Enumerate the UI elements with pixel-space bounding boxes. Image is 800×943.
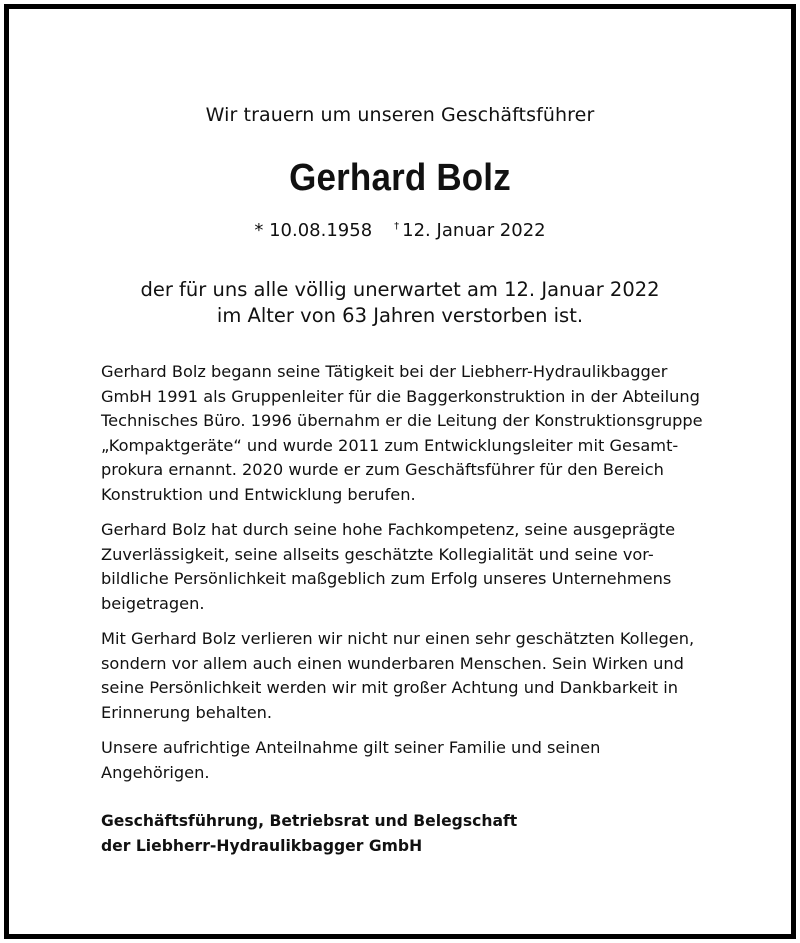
text-line: Mit Gerhard Bolz verlieren wir nicht nur einen sehr geschätzten Kollegen, [101, 629, 695, 648]
intro-line: Wir trauern um unseren Geschäftsführer [205, 104, 595, 126]
text-line: „Kompaktgeräte“ und wurde 2011 zum Entwicklungsleiter mit Gesamt- [101, 435, 679, 455]
signature-block [101, 809, 517, 858]
birth-date: * 10.08.1958 [254, 220, 373, 241]
text-line: GmbH 1991 als Gruppenleiter für die Baggerkonstruktion in der Abteilung [101, 386, 700, 406]
paragraph-tribute [101, 627, 741, 725]
text-line: Konstruktion und Entwicklung berufen. [101, 484, 416, 504]
text-line: Erinnerung behalten. [101, 702, 273, 722]
paragraph-career [101, 360, 741, 507]
death-statement [9, 277, 791, 329]
text-line: beigetragen. [101, 593, 205, 613]
paragraph-condolence [101, 736, 741, 785]
life-dates [9, 220, 791, 241]
obituary-frame [4, 4, 796, 939]
text-line: Gerhard Bolz begann seine Tätigkeit bei der Liebherr-Hydraulikbagger [101, 362, 668, 381]
signature-line: Geschäftsführung, Betriebsrat und Belegschaft [101, 812, 518, 830]
text-line: Gerhard Bolz hat durch seine hohe Fachkompetenz, seine ausgeprägte [101, 520, 676, 539]
death-cross-icon: † [394, 221, 400, 232]
text-line: Angehörigen. [101, 762, 210, 782]
paragraph-merits [101, 518, 741, 616]
text-line: Unsere aufrichtige Anteilnahme gilt seiner Familie und seinen [101, 738, 601, 757]
death-date: 12. Januar 2022 [402, 220, 546, 241]
death-line: der für uns alle völlig unerwartet am 12. Januar 2022 [140, 278, 660, 301]
text-line: seine Persönlichkeit werden wir mit großer Achtung und Dankbarkeit in [101, 678, 679, 697]
text-line: bildliche Persönlichkeit maßgeblich zum Erfolg unseres Unternehmens [101, 569, 672, 588]
deceased-name: Gerhard Bolz [289, 157, 511, 199]
obituary-body [101, 360, 741, 796]
text-line: prokura ernannt. 2020 wurde er zum Geschäftsführer für den Bereich [101, 460, 664, 479]
text-line: Technisches Büro. 1996 übernahm er die Leitung der Konstruktionsgruppe [101, 411, 703, 430]
text-line: sondern vor allem auch einen wunderbaren Menschen. Sein Wirken und [101, 653, 684, 673]
text-line: Zuverlässigkeit, seine allseits geschätzte Kollegialität und seine vor- [101, 544, 654, 564]
signature-line: der Liebherr-Hydraulikbagger GmbH [101, 836, 423, 855]
death-line: im Alter von 63 Jahren verstorben ist. [216, 304, 584, 327]
